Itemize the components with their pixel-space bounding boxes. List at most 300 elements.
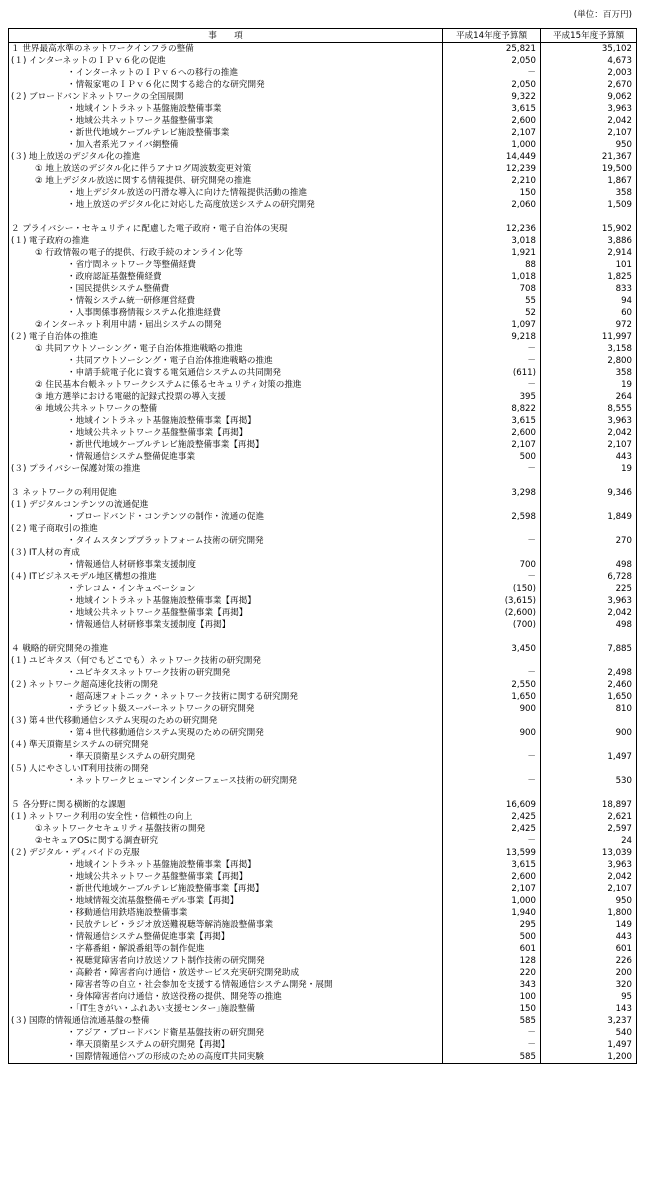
row-fy14: 1,000 [443,139,541,151]
row-fy15: 950 [541,139,637,151]
row-fy15: 358 [541,367,637,379]
row-fy14 [443,499,541,511]
table-row [9,691,637,703]
row-fy14: 1,940 [443,907,541,919]
row-fy14: 2,060 [443,199,541,211]
row-fy14 [443,475,541,487]
row-item: (２) 電子商取引の推進 [9,523,443,535]
row-item: (３) プライバシー保護対策の推進 [9,463,443,475]
row-fy15: 3,963 [541,415,637,427]
row-fy15: 1,497 [541,751,637,763]
row-item: ・情報家電のＩＰｖ６化に関する総合的な研究開発 [9,79,443,91]
table-row [9,1027,637,1039]
row-item: ① 共同アウトソーシング・電子自治体推進戦略の推進 [9,343,443,355]
row-item: ・地域イントラネット基盤施設整備事業【再掲】 [9,415,443,427]
row-item: ② 地上デジタル放送に関する情報提供、研究開発の推進 [9,175,443,187]
row-fy15 [541,523,637,535]
row-item: ・インターネットのＩＰｖ６への移行の推進 [9,67,443,79]
row-fy15: 225 [541,583,637,595]
table-row [9,751,637,763]
row-item: ①ネットワークセキュリティ基盤技術の開発 [9,823,443,835]
row-item: ③ 地方選挙における電磁的記録式投票の導入支援 [9,391,443,403]
row-fy15: 149 [541,919,637,931]
table-row [9,583,637,595]
row-fy15: 7,885 [541,643,637,655]
row-fy15: 2,003 [541,67,637,79]
table-row [9,631,637,643]
row-item: ・タイムスタンププラットフォーム技術の研究開発 [9,535,443,547]
row-fy14 [443,547,541,559]
table-row [9,739,637,751]
row-fy15: 1,650 [541,691,637,703]
row-fy14: 1,097 [443,319,541,331]
row-fy14: (3,615) [443,595,541,607]
row-item: ・情報通信人材研修事業支援制度【再掲】 [9,619,443,631]
row-fy15: 21,367 [541,151,637,163]
row-item: ３ ネットワークの利用促進 [9,487,443,499]
table-row [9,187,637,199]
table-row [9,907,637,919]
row-item: ・地上放送のデジタル化に対応した高度放送システムの研究開発 [9,199,443,211]
table-row [9,727,637,739]
row-item: (４) 準天頂衛星システムの研究開発 [9,739,443,751]
row-item: ・情報通信人材研修事業支援制度 [9,559,443,571]
row-fy15: 94 [541,295,637,307]
row-fy15: 24 [541,835,637,847]
row-item: ④ 地域公共ネットワークの整備 [9,403,443,415]
row-fy15: 2,621 [541,811,637,823]
row-fy15: 1,200 [541,1051,637,1064]
table-row [9,91,637,103]
row-fy14: (150) [443,583,541,595]
row-item: ・国民提供システム整備費 [9,283,443,295]
row-item: (４) ITビジネスモデル地区構想の推進 [9,571,443,583]
row-fy14: － [443,1039,541,1051]
row-fy14 [443,523,541,535]
table-row [9,475,637,487]
row-fy14: 3,615 [443,415,541,427]
row-item: ・視聴覚障害者向け放送ソフト制作技術の研究開発 [9,955,443,967]
row-fy14: 708 [443,283,541,295]
table-row [9,511,637,523]
table-row [9,919,637,931]
row-item: ・新世代地域ケーブルテレビ施設整備事業【再掲】 [9,883,443,895]
row-fy15: 2,670 [541,79,637,91]
table-row [9,247,637,259]
row-item: ・地上デジタル放送の円滑な導入に向けた情報提供活動の推進 [9,187,443,199]
table-row [9,115,637,127]
row-fy15: 530 [541,775,637,787]
table-row [9,559,637,571]
row-fy15 [541,739,637,751]
row-fy14: 2,107 [443,127,541,139]
row-fy14: 500 [443,451,541,463]
row-fy15: 1,800 [541,907,637,919]
row-fy15: 2,042 [541,871,637,883]
row-fy14: 2,210 [443,175,541,187]
row-item: ４ 戦略的研究開発の推進 [9,643,443,655]
row-item: (３) 地上放送のデジタル化の推進 [9,151,443,163]
table-row [9,367,637,379]
table-row [9,1039,637,1051]
row-fy14: 900 [443,703,541,715]
row-fy15: 498 [541,559,637,571]
row-fy15 [541,787,637,799]
row-item: ・地域公共ネットワーク基盤整備事業【再掲】 [9,427,443,439]
table-row [9,571,637,583]
row-fy15 [541,211,637,223]
row-item [9,211,443,223]
row-fy15: 4,673 [541,55,637,67]
header-row [9,29,637,43]
table-row [9,1015,637,1027]
row-fy14: 2,050 [443,55,541,67]
row-fy15: 19 [541,379,637,391]
row-fy14: － [443,1027,541,1039]
row-fy15: 95 [541,991,637,1003]
table-row [9,931,637,943]
row-fy14: 150 [443,1003,541,1015]
table-row [9,775,637,787]
row-fy14: － [443,535,541,547]
table-row [9,343,637,355]
row-fy14: 3,018 [443,235,541,247]
row-fy15: 200 [541,967,637,979]
row-item: (１) ユビキタス（何でもどこでも）ネットワーク技術の研究開発 [9,655,443,667]
row-item: ・加入者系光ファイバ網整備 [9,139,443,151]
row-fy14: 2,425 [443,823,541,835]
table-row [9,715,637,727]
row-fy15: 3,158 [541,343,637,355]
table-row [9,967,637,979]
table-row [9,391,637,403]
row-item: ・地域イントラネット基盤施設整備事業【再掲】 [9,859,443,871]
row-item: ・共同アウトソーシング・電子自治体推進戦略の推進 [9,355,443,367]
row-fy14 [443,739,541,751]
row-fy15: 833 [541,283,637,295]
row-fy14: 12,236 [443,223,541,235]
row-fy14: 2,107 [443,439,541,451]
row-item: (２) ブロードバンドネットワークの全国展開 [9,91,443,103]
table-row [9,223,637,235]
table-row [9,79,637,91]
row-item: ・準天頂衛星システムの研究開発 [9,751,443,763]
row-fy14 [443,763,541,775]
table-row [9,535,637,547]
table-row [9,835,637,847]
row-fy14: － [443,667,541,679]
row-fy14: 52 [443,307,541,319]
row-item: ① 行政情報の電子的提供、行政手続のオンライン化等 [9,247,443,259]
row-item: ・国際情報通信ハブの形成のための高度IT共同実験 [9,1051,443,1064]
row-item: ・政府認証基盤整備経費 [9,271,443,283]
row-item: ②セキュアOSに関する調査研究 [9,835,443,847]
row-fy14: 2,550 [443,679,541,691]
row-item: (２) ネットワーク超高速化技術の開発 [9,679,443,691]
row-fy15: 1,825 [541,271,637,283]
row-item: ・ネットワークヒューマンインターフェース技術の研究開発 [9,775,443,787]
row-fy14: 585 [443,1051,541,1064]
row-item: (５) 人にやさしいIT利用技術の開発 [9,763,443,775]
row-fy14: 3,298 [443,487,541,499]
row-fy14: 9,322 [443,91,541,103]
table-row [9,679,637,691]
row-fy14: 601 [443,943,541,955]
row-item: ・ブロードバンド・コンテンツの制作・流通の促進 [9,511,443,523]
row-item: ・地域公共ネットワーク基盤整備事業 [9,115,443,127]
row-fy15: 2,107 [541,127,637,139]
table-row [9,211,637,223]
row-fy14: 3,615 [443,103,541,115]
row-item: (１) 電子政府の推進 [9,235,443,247]
table-row [9,787,637,799]
row-fy14: 88 [443,259,541,271]
row-fy14: 2,600 [443,427,541,439]
table-row [9,439,637,451]
row-item: ・地域イントラネット基盤施設整備事業【再掲】 [9,595,443,607]
row-item: ・第４世代移動通信システム実現のための研究開発 [9,727,443,739]
table-row [9,547,637,559]
row-fy15: 1,497 [541,1039,637,1051]
row-item: ・高齢者・障害者向け通信・放送サービス充実研究開発助成 [9,967,443,979]
row-item: ・人事関係事務情報システム化推進経費 [9,307,443,319]
table-row [9,103,637,115]
row-fy14: 700 [443,559,541,571]
row-item: ・｢IT生きがい・ふれあい支援センター｣施設整備 [9,1003,443,1015]
row-fy14: － [443,835,541,847]
row-fy14: 12,239 [443,163,541,175]
row-fy15: 11,997 [541,331,637,343]
table-row [9,703,637,715]
table-row [9,199,637,211]
row-fy15: 540 [541,1027,637,1039]
row-fy15: 18,897 [541,799,637,811]
table-row [9,355,637,367]
row-item: ② 住民基本台帳ネットワークシステムに係るセキュリティ対策の推進 [9,379,443,391]
row-fy14: 1,921 [443,247,541,259]
row-fy15: 900 [541,727,637,739]
row-item: ・地域公共ネットワーク基盤整備事業【再掲】 [9,607,443,619]
row-item: (２) デジタル・ディバイドの克服 [9,847,443,859]
row-item: ・字幕番組・解説番組等の制作促進 [9,943,443,955]
table-row [9,295,637,307]
table-row [9,55,637,67]
row-fy15: 13,039 [541,847,637,859]
row-fy14: － [443,775,541,787]
row-fy15: 19 [541,463,637,475]
table-row [9,667,637,679]
table-row [9,379,637,391]
budget-table [8,28,637,1064]
row-item [9,787,443,799]
row-item: ・移動通信用鉄塔施設整備事業 [9,907,443,919]
table-row [9,883,637,895]
row-item: (３) 第４世代移動通信システム実現のための研究開発 [9,715,443,727]
row-fy14: 1,650 [443,691,541,703]
table-row [9,847,637,859]
row-fy14: 343 [443,979,541,991]
row-fy14: 9,218 [443,331,541,343]
row-item [9,475,443,487]
row-fy15: 2,107 [541,439,637,451]
row-item: ・準天頂衛星システムの研究開発【再掲】 [9,1039,443,1051]
row-item: ・地域イントラネット基盤施設整備事業 [9,103,443,115]
row-item: (１) ネットワーク利用の安全性・信頼性の向上 [9,811,443,823]
row-fy15 [541,763,637,775]
row-fy15: 3,886 [541,235,637,247]
unit-label: (単位：百万円) [573,10,632,20]
row-fy15: 2,800 [541,355,637,367]
table-row [9,259,637,271]
header-fy14: 平成14年度予算額 [443,29,541,43]
table-row [9,151,637,163]
row-item: ・障害者等の自立・社会参加を支援する情報通信システム開発・展開 [9,979,443,991]
row-fy15: 443 [541,931,637,943]
row-fy15 [541,547,637,559]
row-item: (３) 国際的情報通信流通基盤の整備 [9,1015,443,1027]
row-fy15: 19,500 [541,163,637,175]
table-row [9,403,637,415]
row-fy14: 295 [443,919,541,931]
table-row [9,283,637,295]
table-row [9,415,637,427]
row-fy15: 1,867 [541,175,637,187]
row-fy14: (700) [443,619,541,631]
row-fy15: 143 [541,1003,637,1015]
table-row [9,859,637,871]
row-fy15: 226 [541,955,637,967]
table-row [9,1051,637,1064]
table-row [9,643,637,655]
row-item: １ 世界最高水準のネットワークインフラの整備 [9,43,443,56]
header-item: 事 項 [9,29,443,43]
table-row [9,235,637,247]
row-fy14: － [443,355,541,367]
row-fy14 [443,631,541,643]
row-item: ・情報システム統一研修運営経費 [9,295,443,307]
row-fy15: 1,849 [541,511,637,523]
row-fy15: 9,346 [541,487,637,499]
row-fy14: (2,600) [443,607,541,619]
row-fy15: 601 [541,943,637,955]
row-fy14: － [443,343,541,355]
row-fy15: 358 [541,187,637,199]
row-fy14: － [443,751,541,763]
row-fy15: 1,509 [541,199,637,211]
row-item: ・新世代地域ケーブルテレビ施設整備事業【再掲】 [9,439,443,451]
row-fy15: 2,042 [541,427,637,439]
row-fy15: 35,102 [541,43,637,56]
row-item: ２ プライバシー・セキュリティに配慮した電子政府・電子自治体の実現 [9,223,443,235]
row-fy14: 55 [443,295,541,307]
table-row [9,811,637,823]
table-row [9,799,637,811]
table-row [9,991,637,1003]
row-fy14: 100 [443,991,541,1003]
row-fy14: 128 [443,955,541,967]
row-fy15: 2,460 [541,679,637,691]
row-item: ・テラビット級スーパーネットワークの研究開発 [9,703,443,715]
row-fy14: 2,598 [443,511,541,523]
row-fy15: 2,498 [541,667,637,679]
table-row [9,619,637,631]
table-row [9,763,637,775]
row-fy14: 500 [443,931,541,943]
row-fy14 [443,655,541,667]
row-fy14: 1,000 [443,895,541,907]
table-row [9,67,637,79]
row-fy14: 395 [443,391,541,403]
row-fy14 [443,211,541,223]
row-fy15: 320 [541,979,637,991]
row-fy15: 8,555 [541,403,637,415]
row-fy15: 3,963 [541,103,637,115]
table-row [9,1003,637,1015]
table-row [9,427,637,439]
row-item: ・ユビキタスネットワーク技術の研究開発 [9,667,443,679]
row-fy14: 13,599 [443,847,541,859]
row-fy14: － [443,463,541,475]
row-item: ５ 各分野に関る横断的な課題 [9,799,443,811]
row-fy15 [541,715,637,727]
row-fy15: 2,107 [541,883,637,895]
row-fy15: 498 [541,619,637,631]
row-item: (１) インターネットのＩＰｖ６化の促進 [9,55,443,67]
row-item: ・情報通信システム整備促進事業【再掲】 [9,931,443,943]
row-fy14: 2,600 [443,871,541,883]
row-item: ・アジア・ブロードバンド衛星基盤技術の研究開発 [9,1027,443,1039]
row-item: ・テレコム・インキュベーション [9,583,443,595]
row-fy15 [541,475,637,487]
row-item: ・超高速フォトニック・ネットワーク技術に関する研究開発 [9,691,443,703]
row-fy15: 101 [541,259,637,271]
table-body [9,43,637,1064]
table-row [9,331,637,343]
row-item: ① 地上放送のデジタル化に伴うアナログ周波数変更対策 [9,163,443,175]
row-fy15 [541,631,637,643]
row-fy15 [541,655,637,667]
row-fy15: 2,914 [541,247,637,259]
row-fy14: 220 [443,967,541,979]
row-fy14: － [443,67,541,79]
row-fy14: 3,615 [443,859,541,871]
row-item: ・民放テレビ・ラジオ放送難視聴等解消施設整備事業 [9,919,443,931]
row-item: ②インターネット利用申請・届出システムの開発 [9,319,443,331]
row-fy14: 2,425 [443,811,541,823]
row-fy14 [443,715,541,727]
row-fy15: 3,963 [541,595,637,607]
row-fy14: 150 [443,187,541,199]
table-row [9,595,637,607]
row-fy14: 2,107 [443,883,541,895]
row-fy15: 270 [541,535,637,547]
row-fy14: 25,821 [443,43,541,56]
row-fy14: 8,822 [443,403,541,415]
row-item: ・新世代地域ケーブルテレビ施設整備事業 [9,127,443,139]
table-row [9,175,637,187]
row-fy15: 2,042 [541,115,637,127]
row-item: ・情報通信システム整備促進事業 [9,451,443,463]
row-fy15: 15,902 [541,223,637,235]
table-row [9,955,637,967]
table-row [9,163,637,175]
table-row [9,979,637,991]
row-fy15 [541,499,637,511]
header-fy15: 平成15年度予算額 [541,29,637,43]
table-row [9,487,637,499]
row-item: ・地域情報交流基盤整備モデル事業【再掲】 [9,895,443,907]
table-row [9,127,637,139]
